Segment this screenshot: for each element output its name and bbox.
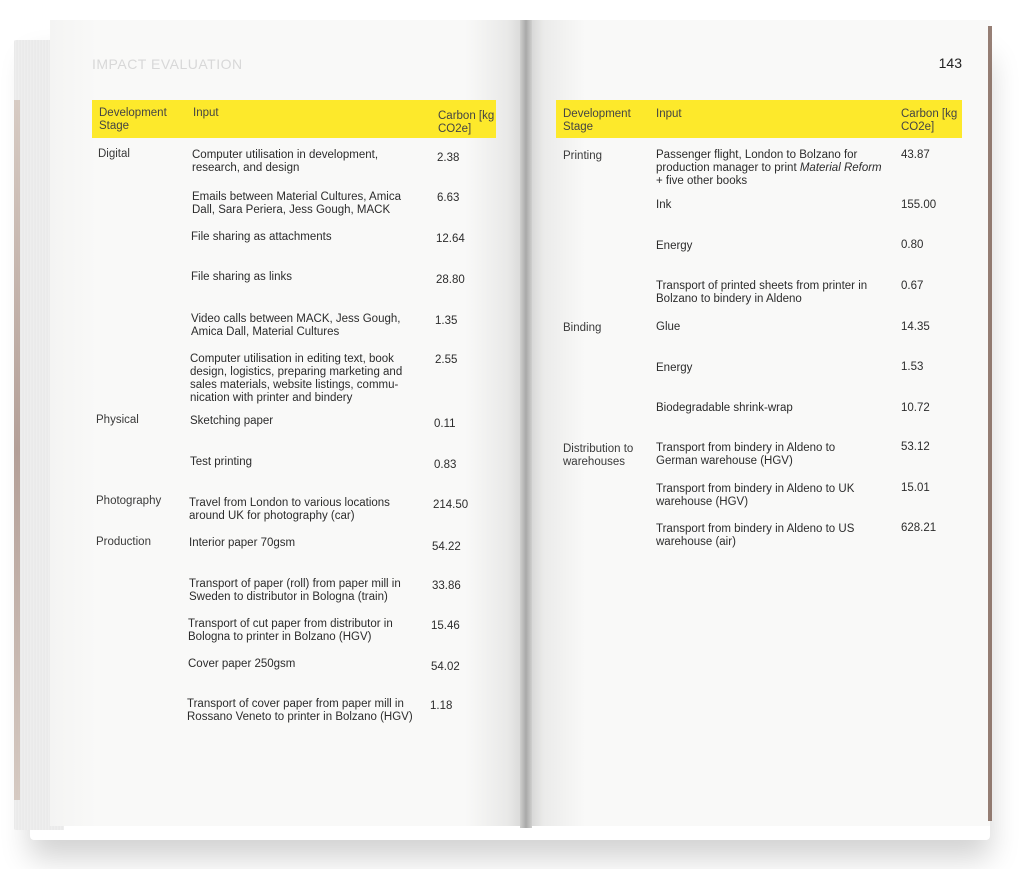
left-row-3-input: File sharing as links [191,271,292,283]
left-row-12-carbon: 54.02 [431,661,460,673]
left-header-carbon: Carbon [kg CO2e] [438,110,495,135]
right-row-4-carbon: 14.35 [901,321,930,333]
right-row-6-carbon: 10.72 [901,402,930,414]
right-row-7-stage: Distribution to warehouses [563,443,634,468]
left-row-7-input: Test printing [190,456,253,468]
page-number: 143 [938,55,962,71]
page-stack-tint [14,100,20,800]
left-row-8-input: Travel from London to various locations around UK for photography (car) [189,497,390,522]
right-row-7-input: Transport from bindery in Aldeno to German warehouse (HGV) [656,442,836,467]
right-page [530,20,990,826]
right-row-5-input: Energy [656,362,693,374]
left-row-8-carbon: 214.50 [433,499,469,511]
right-row-8-carbon: 15.01 [901,482,930,494]
left-row-0-carbon: 2.38 [437,152,460,164]
left-row-9-input: Interior paper 70gsm [189,537,296,549]
left-row-13-carbon: 1.18 [430,700,453,712]
left-row-10-input: Transport of paper (roll) from paper mill in Sweden to distributor in Bologna (train) [189,578,401,603]
right-page-edge [988,26,992,821]
left-row-8-stage: Photography [96,495,162,507]
left-row-1-carbon: 6.63 [437,192,460,204]
right-row-9-carbon: 628.21 [901,522,937,534]
right-header-input: Input [656,108,682,120]
left-row-6-input: Sketching paper [190,415,274,427]
left-row-4-input: Video calls between MACK, Jess Gough, Amica Dall, Material Cultures [191,313,401,338]
left-row-0-stage: Digital [98,148,130,160]
left-row-3-carbon: 28.80 [436,274,465,286]
right-row-3-carbon: 0.67 [901,280,924,292]
right-row-0-input-post: + five other books [656,175,748,187]
left-row-4-carbon: 1.35 [435,315,458,327]
right-row-2-carbon: 0.80 [901,239,924,251]
left-row-13-input: Transport of cover paper from paper mill in Rossano Veneto to printer in Bolzano (HGV) [187,698,413,723]
right-row-0-stage: Printing [563,150,602,162]
running-head: IMPACT EVALUATION [92,56,243,72]
left-row-11-carbon: 15.46 [431,620,460,632]
right-row-1-carbon: 155.00 [901,199,937,211]
left-row-6-stage: Physical [96,414,139,426]
left-row-9-stage: Production [96,536,151,548]
left-row-2-input: File sharing as attachments [191,231,332,243]
right-row-6-input: Biodegradable shrink-wrap [656,402,793,414]
left-row-5-carbon: 2.55 [435,354,458,366]
right-row-4-input: Glue [656,321,681,333]
right-row-4-stage: Binding [563,322,602,334]
left-row-12-input: Cover paper 250gsm [188,658,296,670]
left-row-11-input: Transport of cut paper from distributor in Bologna to printer in Bolzano (HGV) [188,618,393,643]
left-row-9-carbon: 54.22 [432,541,461,553]
right-row-5-carbon: 1.53 [901,361,924,373]
left-row-10-carbon: 33.86 [432,580,461,592]
right-row-9-input: Transport from bindery in Aldeno to US warehouse (air) [656,523,855,548]
right-row-7-carbon: 53.12 [901,441,930,453]
right-row-0-input-pre: Passenger flight, London to Bolzano for production manager to print [656,149,858,174]
right-row-8-input: Transport from bindery in Aldeno to UK warehouse (HGV) [656,483,855,508]
right-row-2-input: Energy [656,240,693,252]
right-header-stage: Development Stage [563,108,631,133]
left-header-input: Input [193,107,219,119]
left-row-5-input: Computer utilisation in editing text, book design, logistics, preparing marketing and sales materials, website listings, commu-nication with printer and bindery [190,353,403,404]
left-row-2-carbon: 12.64 [436,233,465,245]
left-row-1-input: Emails between Material Cultures, Amica Dall, Sara Periera, Jess Gough, MACK [192,191,401,216]
right-header-carbon: Carbon [kg CO2e] [901,108,958,133]
book-gutter [520,20,532,828]
left-row-0-input: Computer utilisation in development, research, and design [192,149,379,174]
right-row-0-input-title: Material Reform [799,162,882,174]
right-row-0-carbon: 43.87 [901,149,930,161]
right-row-0-input [656,149,884,188]
left-header-stage: Development Stage [99,107,167,132]
left-row-6-carbon: 0.11 [434,418,456,430]
left-row-7-carbon: 0.83 [434,459,457,471]
right-row-3-input: Transport of printed sheets from printer in Bolzano to bindery in Aldeno [656,280,868,305]
right-row-1-input: Ink [656,199,672,211]
